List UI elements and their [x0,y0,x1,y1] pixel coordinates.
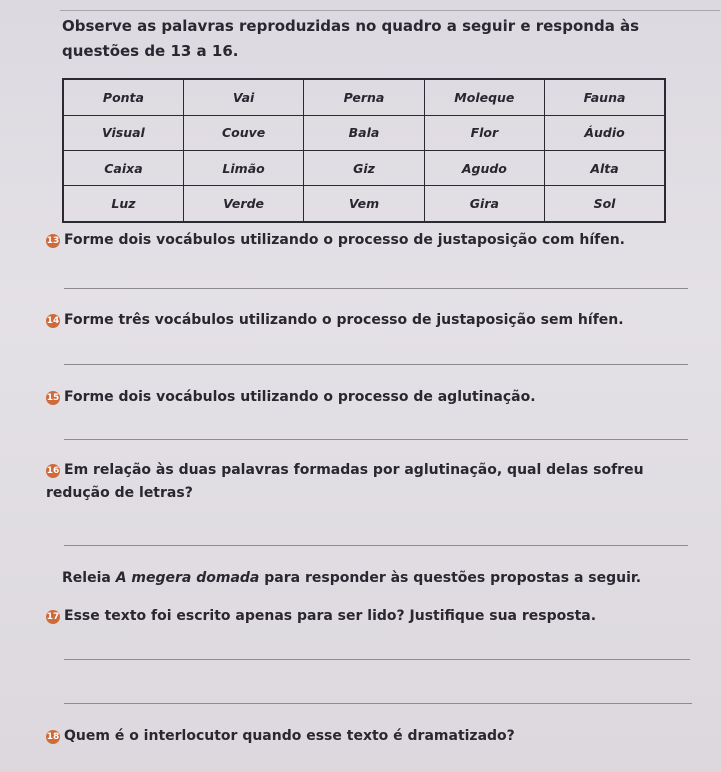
table-cell: Verde [183,186,303,222]
answer-line[interactable] [64,439,688,440]
table-cell: Fauna [545,79,665,115]
question-text: Forme três vocábulos utilizando o processo de justaposição sem hífen. [64,312,624,328]
table-cell: Perna [304,79,424,115]
question-number-badge: 13 [46,236,60,246]
question-number-badge: 14 [46,316,60,326]
table-cell: Alta [545,150,665,185]
answer-line[interactable] [64,659,690,660]
question-text: Esse texto foi escrito apenas para ser lido? Justifique sua resposta. [64,608,597,624]
reading-before: Releia [62,570,116,586]
question-number-badge: 17 [46,612,60,622]
answer-line[interactable] [64,703,692,704]
table-cell: Couve [183,115,303,150]
question-16 [46,459,696,505]
question-text: Em relação às duas palavras formadas por aglutinação, qual delas sofreu redução de letras? [46,462,644,501]
table-cell: Moleque [424,79,544,115]
reading-instruction [62,570,641,586]
question-15 [46,386,696,408]
question-14 [46,309,696,331]
table-cell: Caixa [63,150,183,185]
word-table [62,78,666,223]
table-cell: Visual [63,115,183,150]
answer-line[interactable] [64,288,688,289]
table-row [63,79,665,115]
answer-line[interactable] [64,364,688,365]
question-18 [46,725,696,747]
reading-after: para responder às questões propostas a seguir. [259,570,642,586]
question-text: Forme dois vocábulos utilizando o processo de aglutinação. [64,389,536,405]
table-cell: Giz [304,150,424,185]
question-text: Quem é o interlocutor quando esse texto é dramatizado? [64,728,515,744]
table-cell: Limão [183,150,303,185]
table-cell: Agudo [424,150,544,185]
top-rule [60,10,720,11]
table-cell: Vem [304,186,424,222]
instructions-text: Observe as palavras reproduzidas no quadro a seguir e responda às questões de 13 a 16. [62,17,640,60]
table-cell: Sol [545,186,665,222]
question-number-badge: 15 [46,393,60,403]
question-13 [46,229,696,251]
reading-title: A megera domada [115,570,260,586]
question-17 [46,605,696,627]
table-cell: Bala [304,115,424,150]
question-text: Forme dois vocábulos utilizando o processo de justaposição com hífen. [64,232,625,248]
answer-line[interactable] [64,545,688,546]
question-number-badge: 16 [46,466,60,476]
table-cell: Gira [424,186,544,222]
table-cell: Vai [183,79,303,115]
table-cell: Flor [424,115,544,150]
table-cell: Luz [63,186,183,222]
table-cell: Áudio [545,115,665,150]
table-cell: Ponta [63,79,183,115]
table-row [63,186,665,222]
table-row [63,115,665,150]
question-number-badge: 18 [46,732,60,742]
table-row [63,150,665,185]
